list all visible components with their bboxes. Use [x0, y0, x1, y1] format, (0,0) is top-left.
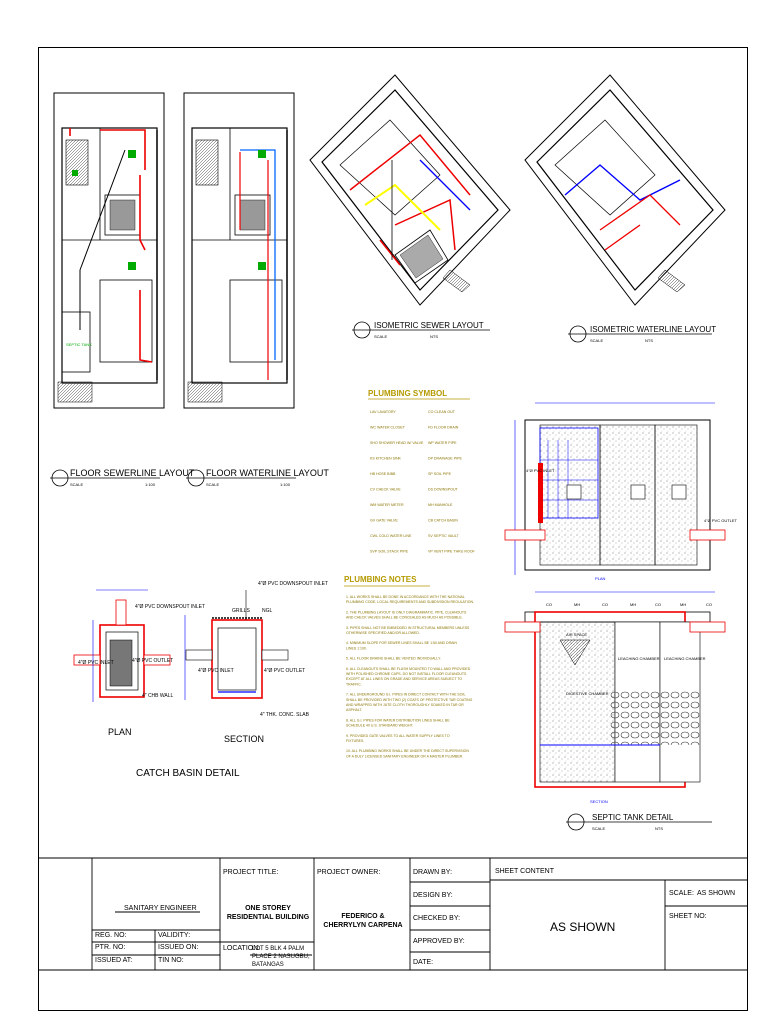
validity-label: VALIDITY: — [158, 932, 191, 939]
engineer-label: SANITARY ENGINEER — [124, 905, 197, 912]
project-owner-label: PROJECT OWNER: — [317, 869, 381, 876]
ratio-label: 1:100 — [280, 482, 291, 487]
nts-label: NTS — [645, 338, 653, 343]
symbol-item: DP DRAINAGE PIPE — [428, 456, 462, 461]
co-label-2: CO — [602, 602, 608, 607]
iso-sewer-title: ISOMETRIC SEWER LAYOUT — [374, 321, 484, 330]
septic-plan-sub: PLAN — [595, 576, 606, 581]
symbol-item: LAV LAVATORY — [370, 410, 396, 414]
note-item: 1. ALL WORKS SHALL BE DONE IN ACCORDANCE WITH THE NATIONAL PLUMBING CODE, LOCAL REQUIREMENTS AND SUBDIVISION REGULATION. — [346, 595, 474, 605]
floor-sewerline-plan — [54, 93, 164, 408]
sheet-content-label: SHEET CONTENT — [495, 868, 554, 875]
plumbing-notes-title: PLUMBING NOTES — [344, 575, 417, 584]
catch-basin-section — [185, 581, 328, 744]
mh-label-2: MH — [630, 602, 637, 607]
symbol-item: SVP SOIL STACK PIPE — [370, 549, 409, 554]
project-title-label: PROJECT TITLE: — [223, 869, 279, 876]
cb-ngl-label: NGL — [262, 608, 273, 614]
plumbing-notes-list — [346, 595, 474, 758]
symbol-item: CB CATCH BASIN — [428, 518, 458, 523]
sheet-no-label: SHEET NO: — [669, 913, 707, 920]
symbol-item: CO CLEAN OUT — [428, 410, 455, 414]
cb-sec-inlet-label: 4"Ø PVC INLET — [198, 668, 234, 674]
issued-at-label: ISSUED AT: — [95, 957, 133, 964]
septic-detail-title: SEPTIC TANK DETAIL — [592, 813, 674, 822]
cb-sec-outlet-label: 4"Ø PVC OUTLET — [264, 668, 306, 674]
septic-section-sub: SECTION — [590, 799, 608, 804]
symbol-item: HB HOSE BIBB — [370, 472, 396, 476]
septic-tank-label: SEPTIC TANK — [66, 342, 92, 347]
cb-grills-label: GRILLS — [232, 608, 250, 614]
symbol-item: VP VENT PIPE THRU ROOF — [428, 549, 475, 554]
co-label-4: CO — [706, 602, 712, 607]
symbol-item: WP WATER PIPE — [428, 441, 457, 445]
catch-basin-plan — [74, 590, 205, 737]
scale-field-label: SCALE: — [669, 890, 694, 897]
note-item: 2. THE PLUMBING LAYOUT IS ONLY DIAGRAMMATIC. PIPE, CLEANOUTS AND CHECK VALVES SHALL BE CONCEALED AS MUCH AS POSSIBLE. — [346, 610, 467, 620]
ptr-no-label: PTR. NO: — [95, 944, 126, 951]
project-owner: FEDERICO & CHERRYLYN CARPENA — [323, 913, 403, 929]
cb-outlet-label: 4"Ø PVC OUTLET — [132, 658, 174, 664]
tin-no-label: TIN NO: — [158, 957, 184, 964]
air-space-label: AIR SPACE — [566, 632, 588, 637]
note-item: 4. MINIMUM SLOPE FOR SEWER LINES SHALL BE 1:50 AND DRAIN LINES 1:100. — [346, 641, 457, 651]
location-value: LOT 5 BLK 4 PALM PLACE 2 NASUGBU, BATANGAS — [252, 946, 310, 968]
ratio-label: 1:100 — [145, 482, 156, 487]
isometric-sewer-layout — [310, 75, 510, 339]
nts-label: NTS — [430, 334, 438, 339]
sheet-content-value: AS SHOWN — [550, 920, 616, 934]
floor-water-title-text: FLOOR WATERLINE LAYOUT — [206, 468, 329, 478]
symbol-item: MH MANHOLE — [428, 503, 453, 507]
symbol-item: SHO SHOWER HEAD W/ VALVE — [370, 441, 424, 445]
note-item: 8. ALL G.I. PIPES FOR WATER DISTRIBUTION LINES SHALL BE SCHEDULE 40 U.S. STANDARD WEIGHT. — [346, 718, 450, 728]
symbol-item: SV SEPTIC VAULT — [428, 534, 459, 538]
date-label: DATE: — [413, 959, 434, 966]
symbol-item: WC WATER CLOSET — [370, 425, 405, 430]
floor-waterline-plan — [184, 93, 294, 408]
co-label-1: CO — [546, 602, 552, 607]
scale-label: SCALE — [590, 338, 604, 343]
scale-label: SCALE — [374, 334, 388, 339]
symbol-item: SP SOIL PIPE — [428, 472, 451, 476]
approved-by-label: APPROVED BY: — [413, 938, 465, 945]
cb-chb-label: 4" CHB WALL — [142, 693, 174, 699]
cb-section-title: SECTION — [224, 734, 265, 744]
nts-label: NTS — [655, 826, 663, 831]
symbol-item: FD FLOOR DRAIN — [428, 425, 459, 430]
septic-tank-section — [505, 592, 725, 804]
plumbing-symbol-title: PLUMBING SYMBOL — [368, 389, 448, 398]
cb-dsp-label: 4"Ø PVC DOWNSPOUT INLET — [135, 604, 206, 610]
note-item: 6. ALL CLEANOUTS SHALL BE FLUSH MOUNTED TO WALL AND PROVIDED WITH POLISHED CHROME CAPS. DO NOT INSTALL FLOOR CLEANOUTS EXCEPT AT ALL LINES ON GRADE AND SERVICE AREAS SUBJECT TO TRAFFIC. — [346, 666, 471, 687]
leaching-label-1: LEACHING CHAMBER — [618, 656, 660, 661]
symbol-item: CWL COLD WATER LINE — [370, 534, 412, 538]
septic-plan-inlet: 4"Ø PVC INLET — [526, 468, 555, 473]
drawn-by-label: DRAWN BY: — [413, 869, 453, 876]
septic-plan-outlet: 4"Ø PVC OUTLET — [704, 518, 737, 523]
project-title: ONE STOREY RESIDENTIAL BUILDING — [226, 905, 310, 921]
symbol-item: KS KITCHEN SINK — [370, 456, 401, 461]
design-by-label: DESIGN BY: — [413, 892, 453, 899]
co-label-3: CO — [655, 602, 661, 607]
floor-water-title — [186, 468, 329, 487]
digestive-label: DIGESTIVE CHAMBER — [566, 691, 609, 696]
symbol-list-left — [370, 410, 424, 554]
isometric-waterline-layout — [525, 75, 725, 343]
catch-basin-title: CATCH BASIN DETAIL — [136, 768, 240, 779]
symbol-item: DS DOWNSPOUT — [428, 487, 458, 492]
symbol-item: GV GATE VALVE — [370, 518, 398, 523]
scale-field-value: AS SHOWN — [697, 890, 736, 897]
issued-on-label: ISSUED ON: — [158, 944, 199, 951]
scale-label: SCALE — [592, 826, 606, 831]
note-item: 7. ALL UNDERGROUND G.I. PIPES IN DIRECT CONTACT WITH THE SOIL SHALL BE PROVIDED WITH TWO (2) COATS OF PROTECTIVE TAR COATING AND WRAPPED WITH JUTE CLOTH THOROUGHLY SOAKED IN TAR OR ASPHALT. — [346, 692, 473, 713]
septic-tank-plan — [505, 403, 738, 581]
cb-inlet-label: 4"Ø PVC INLET — [78, 660, 114, 666]
symbol-item: WM WATER METER — [370, 503, 404, 507]
mh-label-3: MH — [680, 602, 687, 607]
floor-sewer-title — [50, 468, 195, 487]
cb-sec-dsp-label: 4"Ø PVC DOWNSPOUT INLET — [258, 581, 329, 587]
note-item: 10. ALL PLUMBING WORKS SHALL BE UNDER THE DIRECT SUPERVISION OF A DULY LICENSED SANITARY ENGINEER OR A MASTER PLUMBER. — [346, 749, 469, 759]
note-item: 3. PIPES SHALL NOT BE EMBEDDED IN STRUCTURAL MEMBERS UNLESS OTHERWISE SPECIFIED AND/OR ALLOWED. — [346, 625, 470, 635]
cb-plan-title: PLAN — [108, 727, 132, 737]
floor-sewer-title-text: FLOOR SEWERLINE LAYOUT — [70, 468, 195, 478]
scale-label: SCALE — [70, 482, 84, 487]
checked-by-label: CHECKED BY: — [413, 915, 461, 922]
note-item: 9. PROVIDED GATE VALVES TO ALL WATER SUPPLY LINES TO FIXTURES. — [346, 733, 450, 743]
note-item: 5. ALL FLOOR DRAINS SHALL BE VENTED INDIVIDUALLY. — [346, 656, 441, 661]
scale-label: SCALE — [206, 482, 220, 487]
reg-no-label: REG. NO: — [95, 932, 127, 939]
symbol-item: CV CHECK VALVE — [370, 487, 401, 492]
mh-label-1: MH — [574, 602, 581, 607]
iso-water-title: ISOMETRIC WATERLINE LAYOUT — [590, 325, 717, 334]
cb-slab-label: 4" THK. CONC. SLAB — [260, 712, 309, 718]
location-label: LOCATION: — [223, 945, 261, 952]
symbol-list-right — [428, 410, 476, 554]
leaching-label-2: LEACHING CHAMBER — [664, 656, 706, 661]
